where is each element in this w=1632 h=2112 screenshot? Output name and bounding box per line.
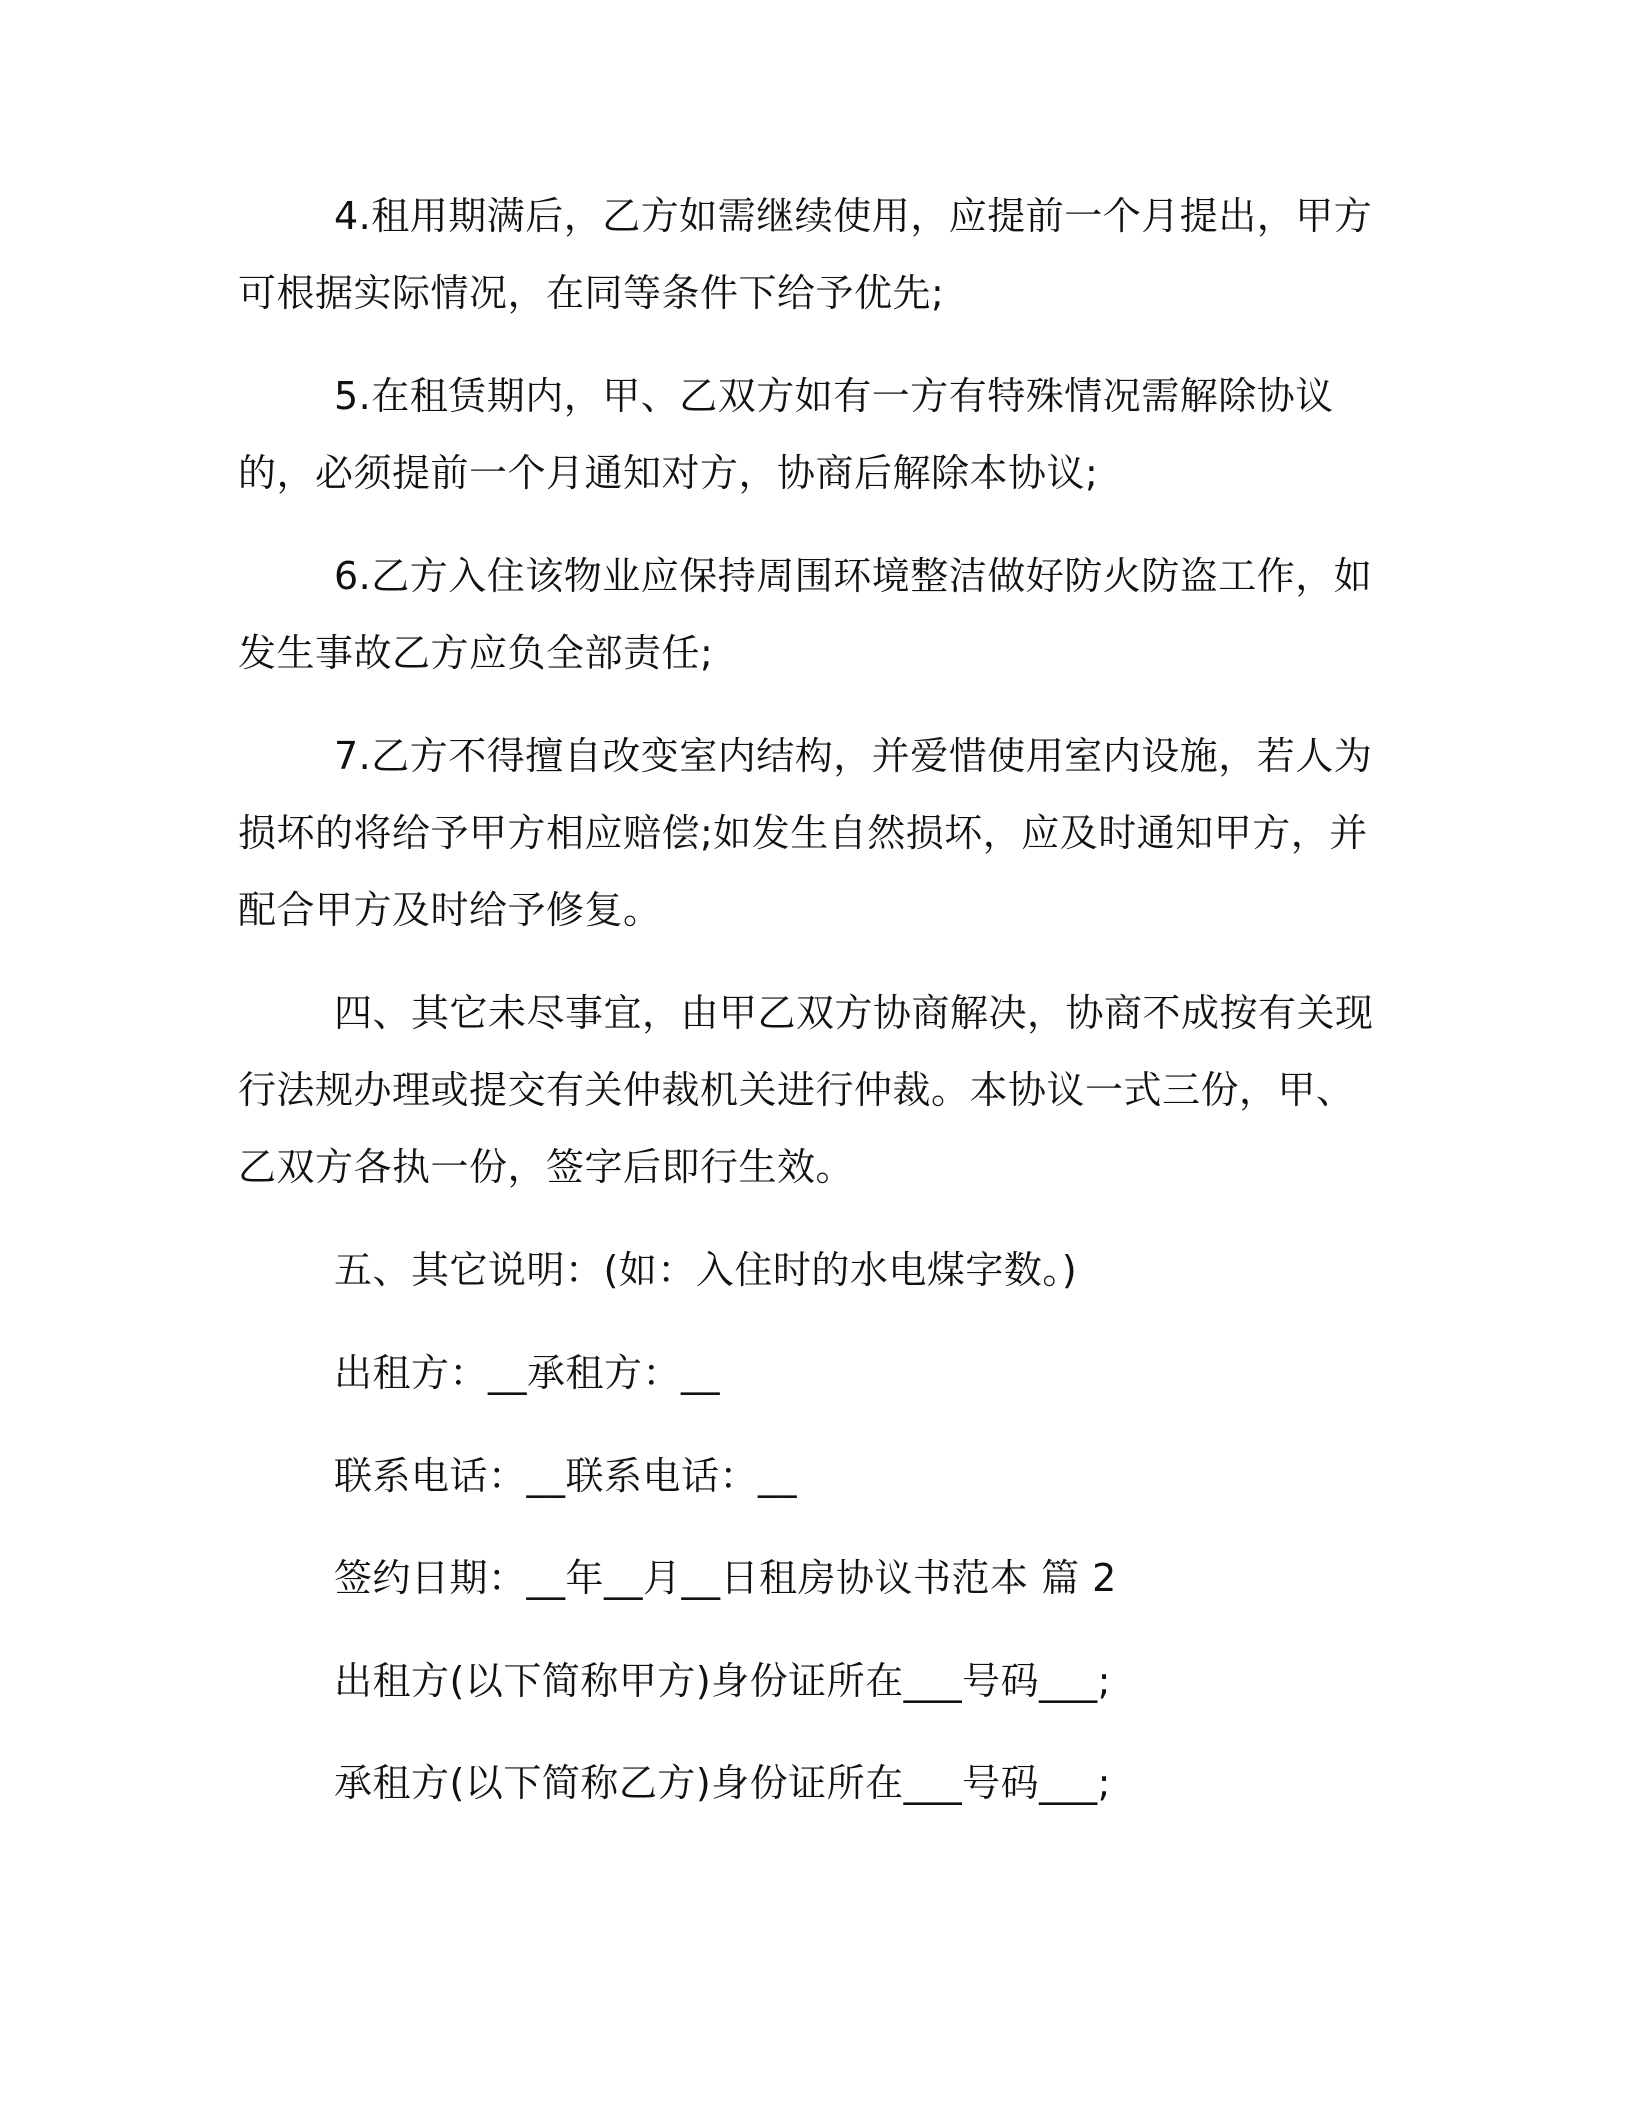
contact-phone-line: 联系电话：__联系电话：__ — [334, 1454, 798, 1498]
clause-7-paragraph: 7.乙方不得擅自改变室内结构，并爱惜使用室内设施，若人为损坏的将给予甲方相应赔偿;如发生自然损坏，应及时通知甲方，并配合甲方及时给予修复。 — [238, 734, 1373, 932]
section-5-line: 五、其它说明：(如：入住时的水电煤字数。) — [334, 1248, 1078, 1292]
clause-5-paragraph: 5.在租赁期内，甲、乙双方如有一方有特殊情况需解除协议的，必须提前一个月通知对方，协商后解除本协议; — [238, 374, 1334, 495]
signing-date-line: 签约日期：__年__月__日租房协议书范本 篇 2 — [334, 1556, 1117, 1600]
clause-4-paragraph: 4.租用期满后，乙方如需继续使用，应提前一个月提出，甲方可根据实际情况，在同等条件下给予优先; — [238, 194, 1373, 315]
lessor-lessee-line: 出租方：__承租方：__ — [334, 1351, 721, 1395]
lessee-id-line: 承租方(以下简称乙方)身份证所在___号码___; — [334, 1761, 1111, 1805]
clause-6-paragraph: 6.乙方入住该物业应保持周围环境整洁做好防火防盗工作，如发生事故乙方应负全部责任; — [238, 554, 1373, 675]
lessor-id-line: 出租方(以下简称甲方)身份证所在___号码___; — [334, 1659, 1111, 1703]
section-4-paragraph: 四、其它未尽事宜，由甲乙双方协商解决，协商不成按有关现行法规办理或提交有关仲裁机关进行仲裁。本协议一式三份，甲、乙双方各执一份，签字后即行生效。 — [238, 991, 1374, 1189]
